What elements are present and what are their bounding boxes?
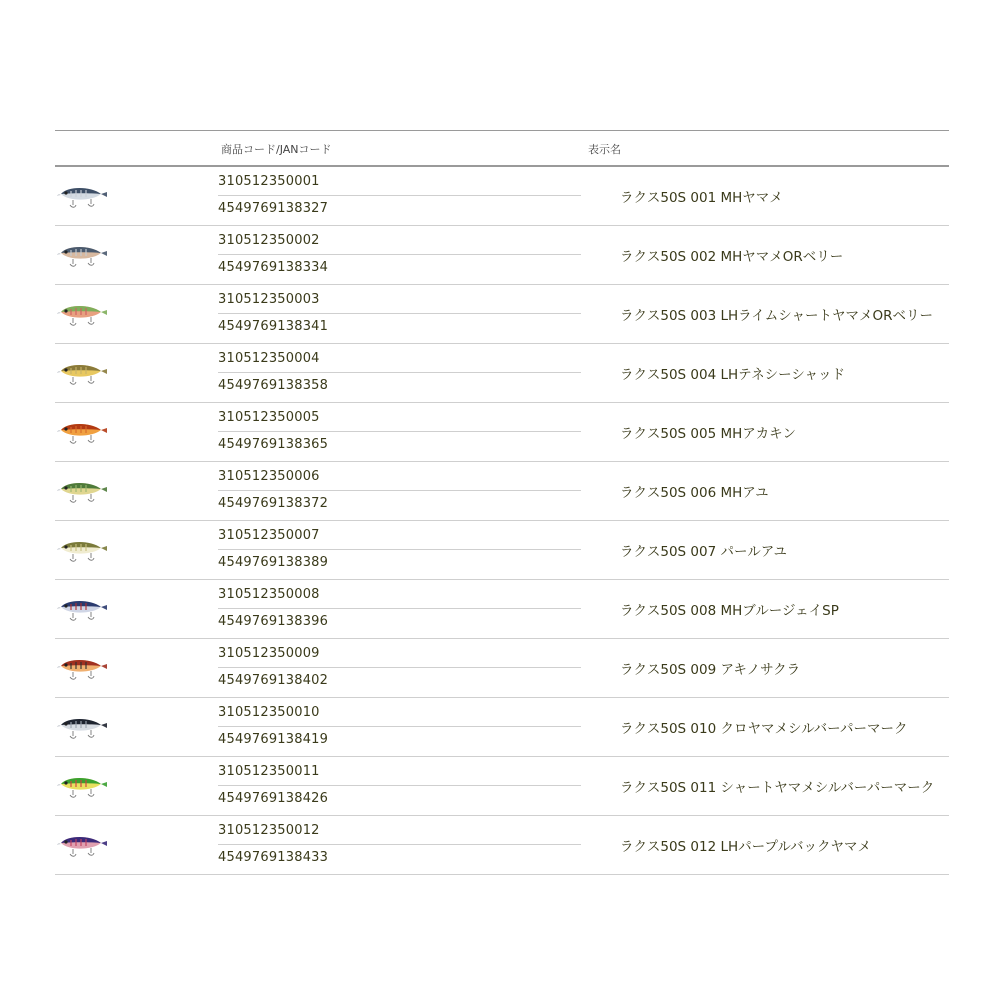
table-row [55, 816, 949, 875]
table-row [55, 580, 949, 639]
table-row [55, 521, 949, 580]
jan-code: 4549769138402 [218, 673, 329, 688]
product-code: 310512350001 [218, 173, 581, 196]
table-body [55, 167, 949, 875]
lure-image [57, 477, 109, 505]
table-row [55, 344, 949, 403]
table-row [55, 639, 949, 698]
display-name: ラクス50S 003 LHライムシャートヤマメORベリー [620, 308, 933, 324]
display-name: ラクス50S 011 シャートヤマメシルバーパーマーク [620, 780, 935, 796]
lure-image [57, 654, 109, 682]
jan-code: 4549769138433 [218, 850, 329, 865]
product-code: 310512350010 [218, 704, 581, 727]
product-code: 310512350008 [218, 586, 581, 609]
lure-image [57, 713, 109, 741]
table-header [55, 131, 949, 167]
product-code: 310512350002 [218, 232, 581, 255]
lure-image [57, 536, 109, 564]
display-name: ラクス50S 008 MHブルージェイSP [620, 603, 839, 619]
display-name: ラクス50S 006 MHアユ [620, 485, 769, 501]
product-table [55, 130, 949, 875]
lure-image [57, 595, 109, 623]
lure-image [57, 359, 109, 387]
table-row [55, 226, 949, 285]
header-name: 表示名 [588, 143, 621, 156]
display-name: ラクス50S 009 アキノサクラ [620, 662, 801, 678]
table-row [55, 462, 949, 521]
jan-code: 4549769138389 [218, 555, 329, 570]
lure-image [57, 300, 109, 328]
header-code: 商品コード/JANコード [221, 143, 332, 156]
product-code: 310512350007 [218, 527, 581, 550]
display-name: ラクス50S 010 クロヤマメシルバーパーマーク [620, 721, 908, 737]
lure-image [57, 241, 109, 269]
jan-code: 4549769138327 [218, 201, 329, 216]
table-row [55, 698, 949, 757]
lure-image [57, 772, 109, 800]
jan-code: 4549769138334 [218, 260, 329, 275]
jan-code: 4549769138341 [218, 319, 329, 334]
table-row [55, 285, 949, 344]
display-name: ラクス50S 002 MHヤマメORベリー [620, 249, 844, 265]
jan-code: 4549769138426 [218, 791, 329, 806]
product-code: 310512350005 [218, 409, 581, 432]
product-code: 310512350003 [218, 291, 581, 314]
table-row [55, 403, 949, 462]
jan-code: 4549769138396 [218, 614, 329, 629]
product-code: 310512350011 [218, 763, 581, 786]
lure-image [57, 182, 109, 210]
jan-code: 4549769138365 [218, 437, 329, 452]
lure-image [57, 418, 109, 446]
jan-code: 4549769138358 [218, 378, 329, 393]
jan-code: 4549769138372 [218, 496, 329, 511]
display-name: ラクス50S 007 パールアユ [620, 544, 788, 560]
product-code: 310512350012 [218, 822, 581, 845]
jan-code: 4549769138419 [218, 732, 329, 747]
product-code: 310512350009 [218, 645, 581, 668]
lure-image [57, 831, 109, 859]
table-row [55, 167, 949, 226]
display-name: ラクス50S 012 LHパープルバックヤマメ [620, 839, 871, 855]
product-code: 310512350004 [218, 350, 581, 373]
display-name: ラクス50S 005 MHアカキン [620, 426, 796, 442]
product-code: 310512350006 [218, 468, 581, 491]
display-name: ラクス50S 004 LHテネシーシャッド [620, 367, 846, 383]
table-row [55, 757, 949, 816]
display-name: ラクス50S 001 MHヤマメ [620, 190, 783, 206]
